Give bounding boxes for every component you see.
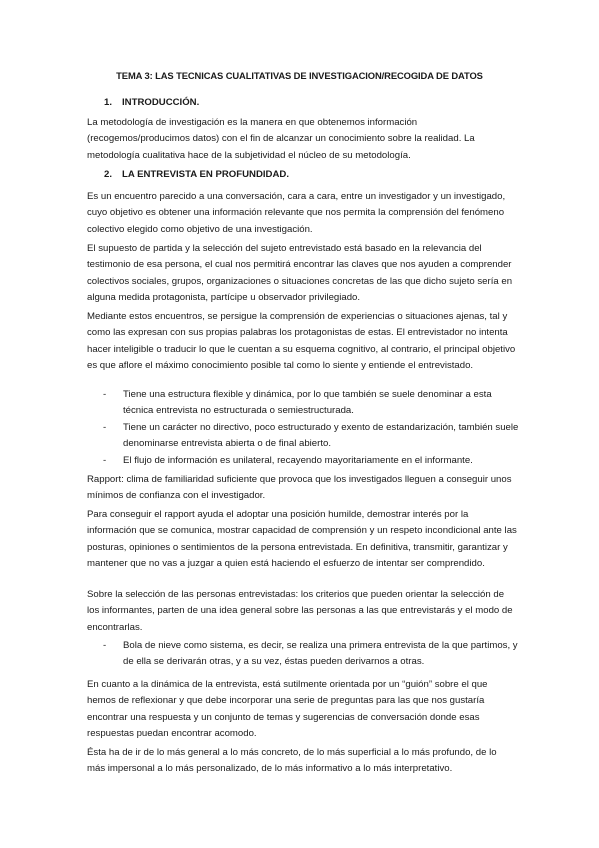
list-item [103, 638, 523, 671]
list-dash: - [103, 389, 107, 400]
list-dash: - [103, 454, 107, 466]
paragraph: Es un encuentro parecido a una conversación, cara a cara, entre un investigador y un investigado, cuyo objetivo es obtener una información relevante que nos permita la comprensión del fenómeno colectivo elegido como objetivo de una investigación. [87, 191, 506, 235]
list-dash: - [103, 640, 107, 651]
list-item [103, 453, 523, 469]
list-item-text: Tiene un carácter no directivo, poco estructurado y exento de estandarización, también suele denominarse entrevista abierta o de final abierto. [123, 421, 519, 450]
paragraph: Ésta ha de ir de lo más general a lo más concreto, de lo más superficial a lo más profundo, de lo más impersonal a lo más personalizado, de lo más informativo a lo más interpretativo. [87, 747, 497, 775]
section-number: 2. [104, 169, 113, 180]
list-item-text: Tiene una estructura flexible y dinámica, por lo que también se suele denominar a esta técnica entrevista no estructurada o semiestructurada. [123, 389, 492, 417]
paragraph: Sobre la selección de las personas entrevistadas: los criterios que pueden orientar la selección de los informantes, parten de una idea general sobre las personas a las que entrevistarás y el modo de encontrarlas. [87, 589, 513, 633]
list-item [103, 387, 523, 420]
paragraph: El supuesto de partida y la selección del sujeto entrevistado está basado en la relevancia del testimonio de esa persona, el cual nos permitirá encontrar las claves que nos ayuden a comprender colectivos sociales, grupos, organizaciones o situaciones concretas de las que dicho sujeto sería en alguna medida protagonista, partícipe u observador privilegiado. [87, 243, 513, 304]
section-heading-entrevista [104, 167, 289, 183]
list-item-text: El flujo de información es unilateral, recayendo mayoritariamente en el informante. [123, 454, 473, 466]
section-label: LA ENTREVISTA EN PROFUNDIDAD. [122, 169, 290, 180]
paragraph: En cuanto a la dinámica de la entrevista, está sutilmente orientada por un “guión” sobre el que hemos de reflexionar y que debe incorporar una serie de preguntas para las que nos gustaría encontrar una respuesta y un conjunto de temas y sugerencias de conversación donde esas respuestas puedan encontrar acomodo. [87, 679, 488, 740]
list-dash: - [103, 421, 107, 433]
section-heading-introduccion [104, 95, 199, 111]
document-title: TEMA 3: LAS TECNICAS CUALITATIVAS DE INVESTIGACION/RECOGIDA DE DATOS [116, 70, 483, 81]
paragraph: La metodología de investigación es la manera en que obtenemos información (recogemos/producimos datos) con el fin de alcanzar un conocimiento sobre la realidad. La metodología cualitativa hace de la subjetividad el núcleo de su metodología. [87, 117, 475, 161]
section-label: INTRODUCCIÓN. [122, 97, 200, 108]
list-item-text: Bola de nieve como sistema, es decir, se realiza una primera entrevista de la que partimos, y de ella se derivarán otras, y a su vez, éstas pueden derivarnos a otras. [123, 640, 518, 668]
paragraph: Rapport: clima de familiaridad suficiente que provoca que los investigados lleguen a conseguir unos mínimos de confianza con el investigador. [87, 474, 512, 502]
paragraph: Para conseguir el rapport ayuda el adoptar una posición humilde, demostrar interés por la información que se comunica, mostrar capacidad de comprensión y un respeto incondicional ante las posturas, opiniones o sentimientos de la persona entrevistada. En definitiva, transmitir, garantizar y mantener que no vas a juzgar a quien está haciendo el esfuerzo de intentar ser comprendido. [87, 509, 517, 570]
list-item [103, 420, 523, 453]
section-number: 1. [104, 97, 113, 108]
selection-list [103, 638, 523, 671]
characteristics-list [103, 387, 523, 469]
paragraph: Mediante estos encuentros, se persigue la comprensión de experiencias o situaciones ajenas, tal y como las expresan con sus propias palabras los protagonistas de estas. El entrevistador no intenta hacer inteligible o traducir lo que le cuentan a su esquema cognitivo, al contrario, el principal objetivo es que aflore el máximo conocimiento posible tal como lo siente y entiende el entrevistado. [87, 311, 516, 372]
